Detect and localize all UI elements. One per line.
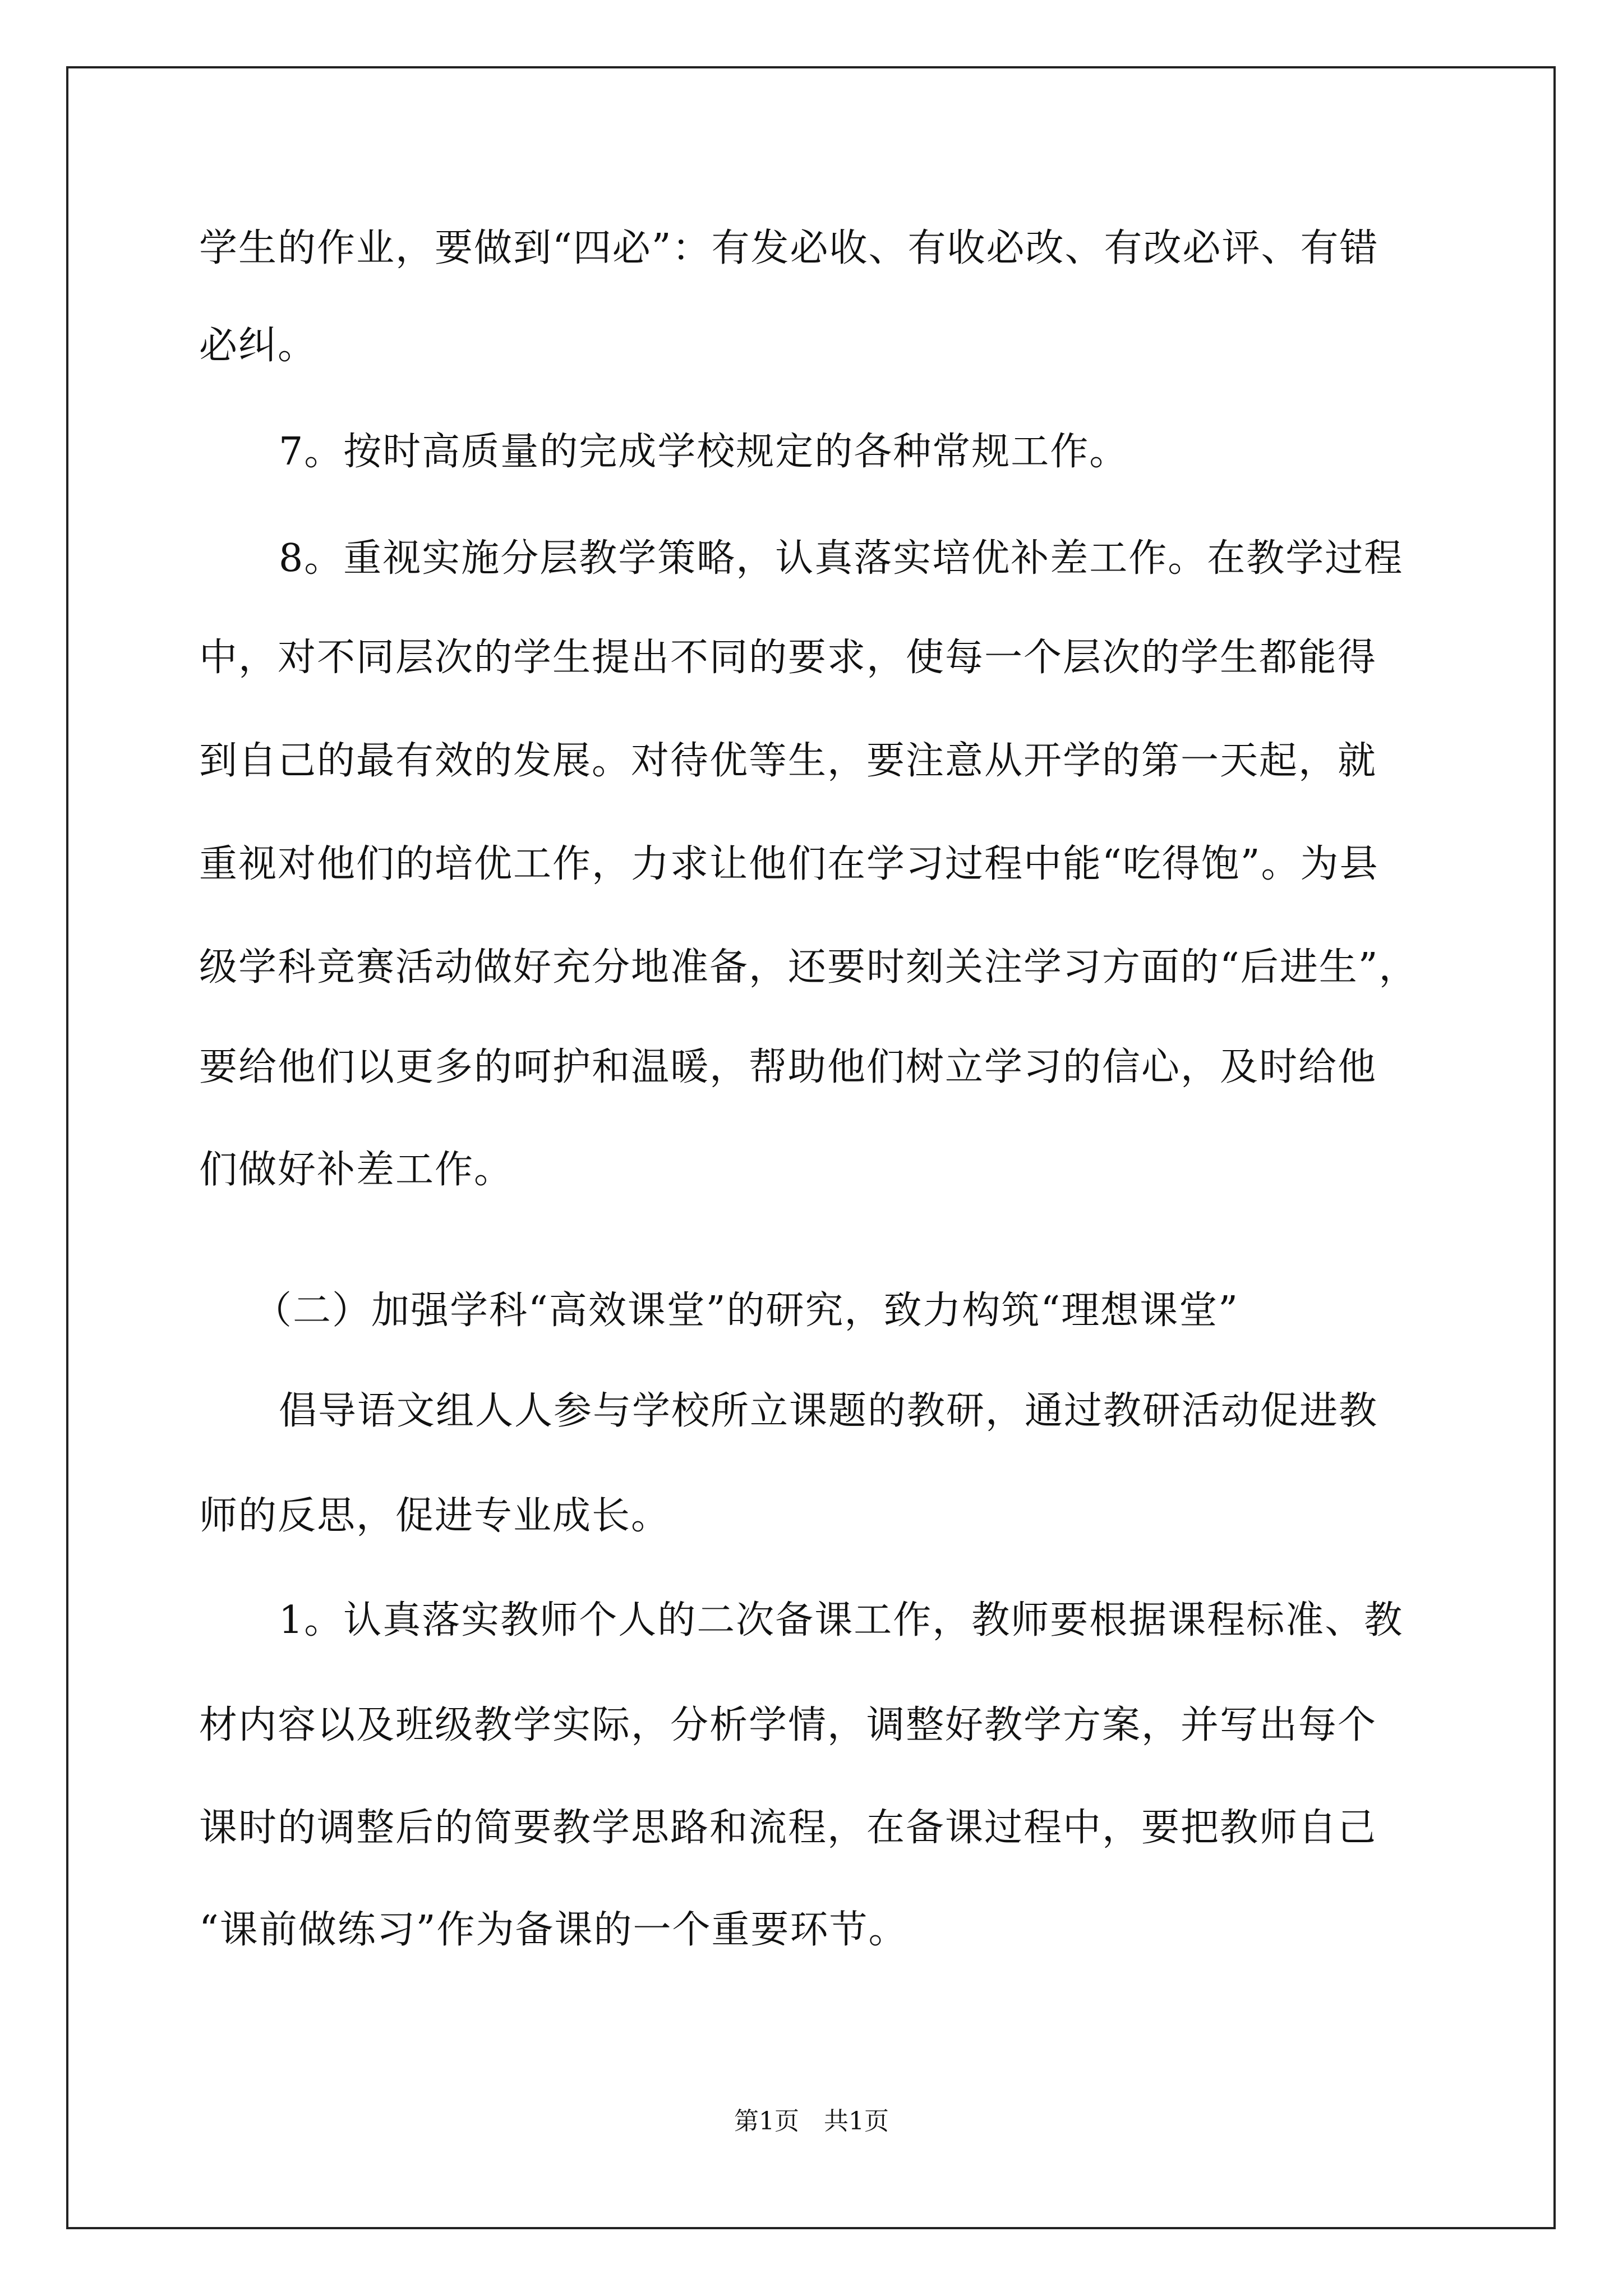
text-line: 倡导语文组人人参与学校所立课题的教研，通过教研活动促进教	[279, 1389, 1378, 1433]
text-line: 们做好补差工作。	[199, 1148, 514, 1192]
text-line: 级学科竞赛活动做好充分地准备，还要时刻关注学习方面的“后进生”，	[199, 945, 1418, 990]
text-line: 8。重视实施分层教学策略，认真落实培优补差工作。在教学过程	[279, 536, 1404, 581]
text-line: 重视对他们的培优工作，力求让他们在学习过程中能“吃得饱”。为县	[199, 842, 1379, 886]
text-line: 师的反思，促进专业成长。	[199, 1494, 671, 1538]
text-line: 材内容以及班级教学实际，分析学情，调整好教学方案，并写出每个	[199, 1703, 1377, 1747]
text-line: 1。认真落实教师个人的二次备课工作，教师要根据课程标准、教	[279, 1598, 1404, 1642]
text-line: 学生的作业，要做到“四必”：有发必收、有收必改、有改必评、有错	[199, 226, 1379, 270]
text-line: 中，对不同层次的学生提出不同的要求，使每一个层次的学生都能得	[199, 636, 1377, 680]
page-number-footer: 第1页 共1页	[734, 2107, 889, 2136]
text-line: 必纠。	[199, 324, 317, 368]
text-line: “课前做练习”作为备课的一个重要环节。	[199, 1908, 908, 1952]
text-line: 要给他们以更多的呵护和温暖，帮助他们树立学习的信心，及时给他	[199, 1045, 1377, 1089]
text-line: 到自己的最有效的发展。对待优等生，要注意从开学的第一天起，就	[199, 739, 1377, 783]
section-heading: （二）加强学科“高效课堂”的研究，致力构筑“理想课堂”	[253, 1289, 1239, 1333]
text-line: 课时的调整后的简要教学思路和流程，在备课过程中，要把教师自己	[199, 1806, 1377, 1850]
text-line: 7。按时高质量的完成学校规定的各种常规工作。	[279, 430, 1129, 474]
